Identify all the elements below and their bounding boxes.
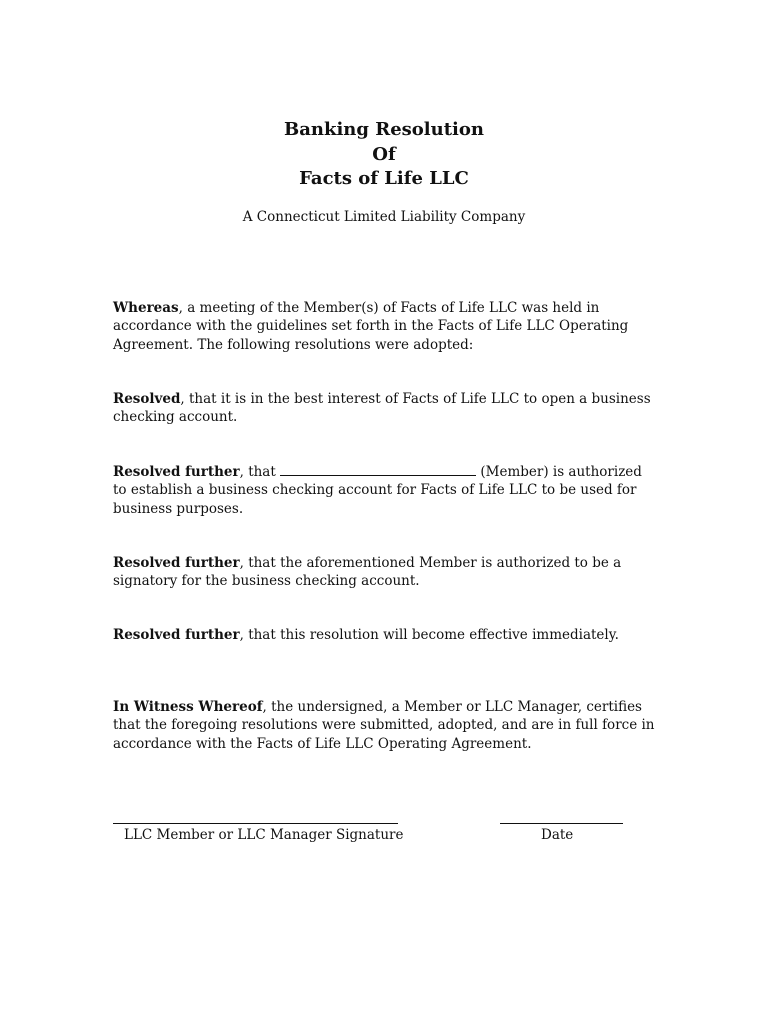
- witness-text: , the undersigned, a Member or LLC Manager, certifies that the foregoing resolutions were submitted, adopted, and are in full force in accordance with the Facts of Life LLC Operating Agreement.: [113, 699, 655, 752]
- resolved-further-1-text-before: , that: [239, 464, 281, 480]
- whereas-lead: Whereas: [113, 300, 179, 316]
- member-name-blank[interactable]: [280, 464, 476, 476]
- title-line-2: Of: [372, 143, 396, 165]
- resolved-further-1-text-after: (Member) is authorized to establish a business checking account for Facts of Life LLC to be used for business purposes.: [113, 464, 642, 517]
- resolved-further-2-paragraph: [113, 554, 658, 591]
- witness-paragraph: [113, 698, 658, 753]
- resolved-further-3-paragraph: [113, 626, 658, 644]
- whereas-paragraph: [113, 299, 658, 354]
- resolved-text: , that it is in the best interest of Facts of Life LLC to open a business checking account.: [113, 391, 651, 426]
- whereas-text: , a meeting of the Member(s) of Facts of Life LLC was held in accordance with the guidelines set forth in the Facts of Life LLC Operating Agreement. The following resolutions were adopted:: [113, 300, 629, 353]
- resolved-further-3-lead: Resolved further: [113, 627, 240, 643]
- document-title: [0, 118, 768, 192]
- date-label: Date: [541, 827, 574, 843]
- resolved-further-1-lead: Resolved further: [113, 464, 240, 480]
- title-line-3: Facts of Life LLC: [299, 168, 469, 189]
- resolved-lead: Resolved: [113, 391, 181, 407]
- resolved-further-3-text: , that this resolution will become effective immediately.: [239, 627, 619, 643]
- resolved-further-2-lead: Resolved further: [113, 555, 240, 571]
- witness-lead: In Witness Whereof: [113, 699, 263, 715]
- document-subtitle: A Connecticut Limited Liability Company: [242, 209, 526, 225]
- resolved-further-2-text: , that the aforementioned Member is authorized to be a signatory for the business checking account.: [113, 555, 622, 590]
- resolved-paragraph: [113, 390, 658, 427]
- resolved-further-1-paragraph: [113, 463, 658, 518]
- signature-label: LLC Member or LLC Manager Signature: [124, 827, 404, 843]
- date-line[interactable]: [500, 823, 623, 824]
- signature-line[interactable]: [113, 823, 398, 824]
- title-line-1: Banking Resolution: [284, 119, 484, 140]
